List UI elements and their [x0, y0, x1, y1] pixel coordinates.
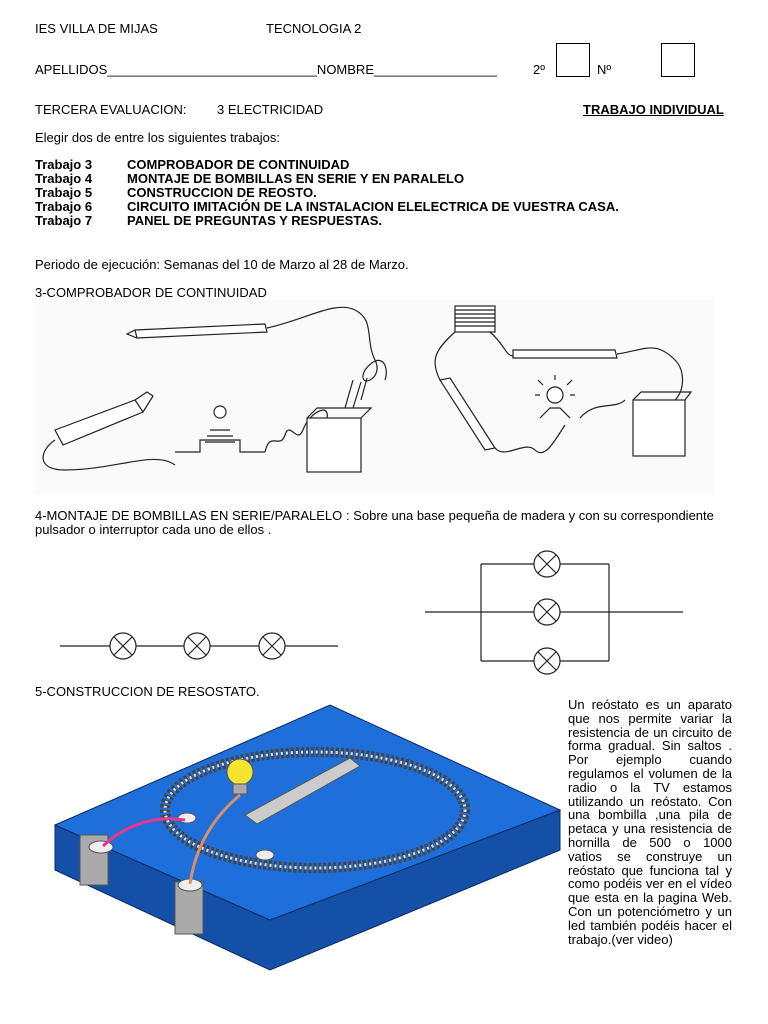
task-item: Trabajo 7 PANEL DE PREGUNTAS Y RESPUESTAS.	[35, 213, 382, 228]
task-item: Trabajo 6 CIRCUITO IMITACIÓN DE LA INSTALACION ELELECTRICA DE VUESTRA CASA.	[35, 199, 619, 214]
task-item: Trabajo 5 CONSTRUCCION DE REOSTO.	[35, 185, 317, 200]
instruction-text: Elegir dos de entre los siguientes trabajos:	[35, 130, 280, 145]
section4-desc-line2: pulsador o interruptor cada uno de ellos .	[35, 522, 272, 537]
terminal-icon	[175, 879, 203, 934]
illustration-background	[35, 300, 715, 495]
section5-title: 5-CONSTRUCCION DE RESOSTATO.	[35, 684, 260, 699]
continuity-tester-illustration	[35, 300, 715, 495]
number-box[interactable]	[661, 43, 695, 77]
lamp-symbol-icon	[534, 551, 560, 577]
rheostat-description: Un reóstato es un aparato que nos permite variar la resistencia de un circuito de forma gradual. Sin saltos . Por ejemplo cuando regulamos el volumen de la radio o la TV estamos utilizando un reóstato. Con una bombilla ,una pila de petaca y una resistencia de hornilla de 500 o 1000 vatios se construye un reóstato que funciona tal y como podéis ver en el vídeo que esta en la pagina Web. Con un potenciómetro y un led también podéis hacer el trabajo.(ver video)	[568, 697, 732, 947]
lamp-symbol-icon	[110, 633, 136, 659]
task-item: Trabajo 3 COMPROBADOR DE CONTINUIDAD	[35, 157, 350, 172]
school-name: IES VILLA DE MIJAS	[35, 21, 158, 36]
terminal-icon	[256, 850, 274, 860]
number-label: Nº	[597, 62, 612, 77]
lamp-symbol-icon	[184, 633, 210, 659]
grade-label: 2º	[533, 62, 545, 77]
parallel-circuit-diagram	[425, 548, 685, 678]
task-item: Trabajo 4 MONTAJE DE BOMBILLAS EN SERIE Y EN PARALELO	[35, 171, 465, 186]
section4-title: 4-MONTAJE DE BOMBILLAS EN SERIE/PARALELO	[35, 508, 343, 523]
apellidos-nombre-line: APELLIDOS_____________________________NOMBRE_________________	[35, 62, 497, 77]
subject-name: TECNOLOGIA 2	[266, 21, 362, 36]
section3-title: 3-COMPROBADOR DE CONTINUIDAD	[35, 285, 267, 300]
spool-icon	[455, 306, 495, 332]
term-label: TERCERA EVALUACION:	[35, 102, 187, 117]
section4-desc-line1: : Sobre una base pequeña de madera y con su correspondiente	[346, 508, 714, 523]
lamp-symbol-icon	[534, 648, 560, 674]
period-text: Periodo de ejecución: Semanas del 10 de Marzo al 28 de Marzo.	[35, 257, 409, 272]
lamp-symbol-icon	[534, 599, 560, 625]
grade-box[interactable]	[556, 43, 590, 77]
topic-label: 3 ELECTRICIDAD	[217, 102, 324, 117]
series-circuit-diagram	[60, 628, 340, 664]
lamp-symbol-icon	[259, 633, 285, 659]
work-type-label: TRABAJO INDIVIDUAL	[583, 102, 724, 117]
rheostat-illustration	[35, 700, 560, 990]
